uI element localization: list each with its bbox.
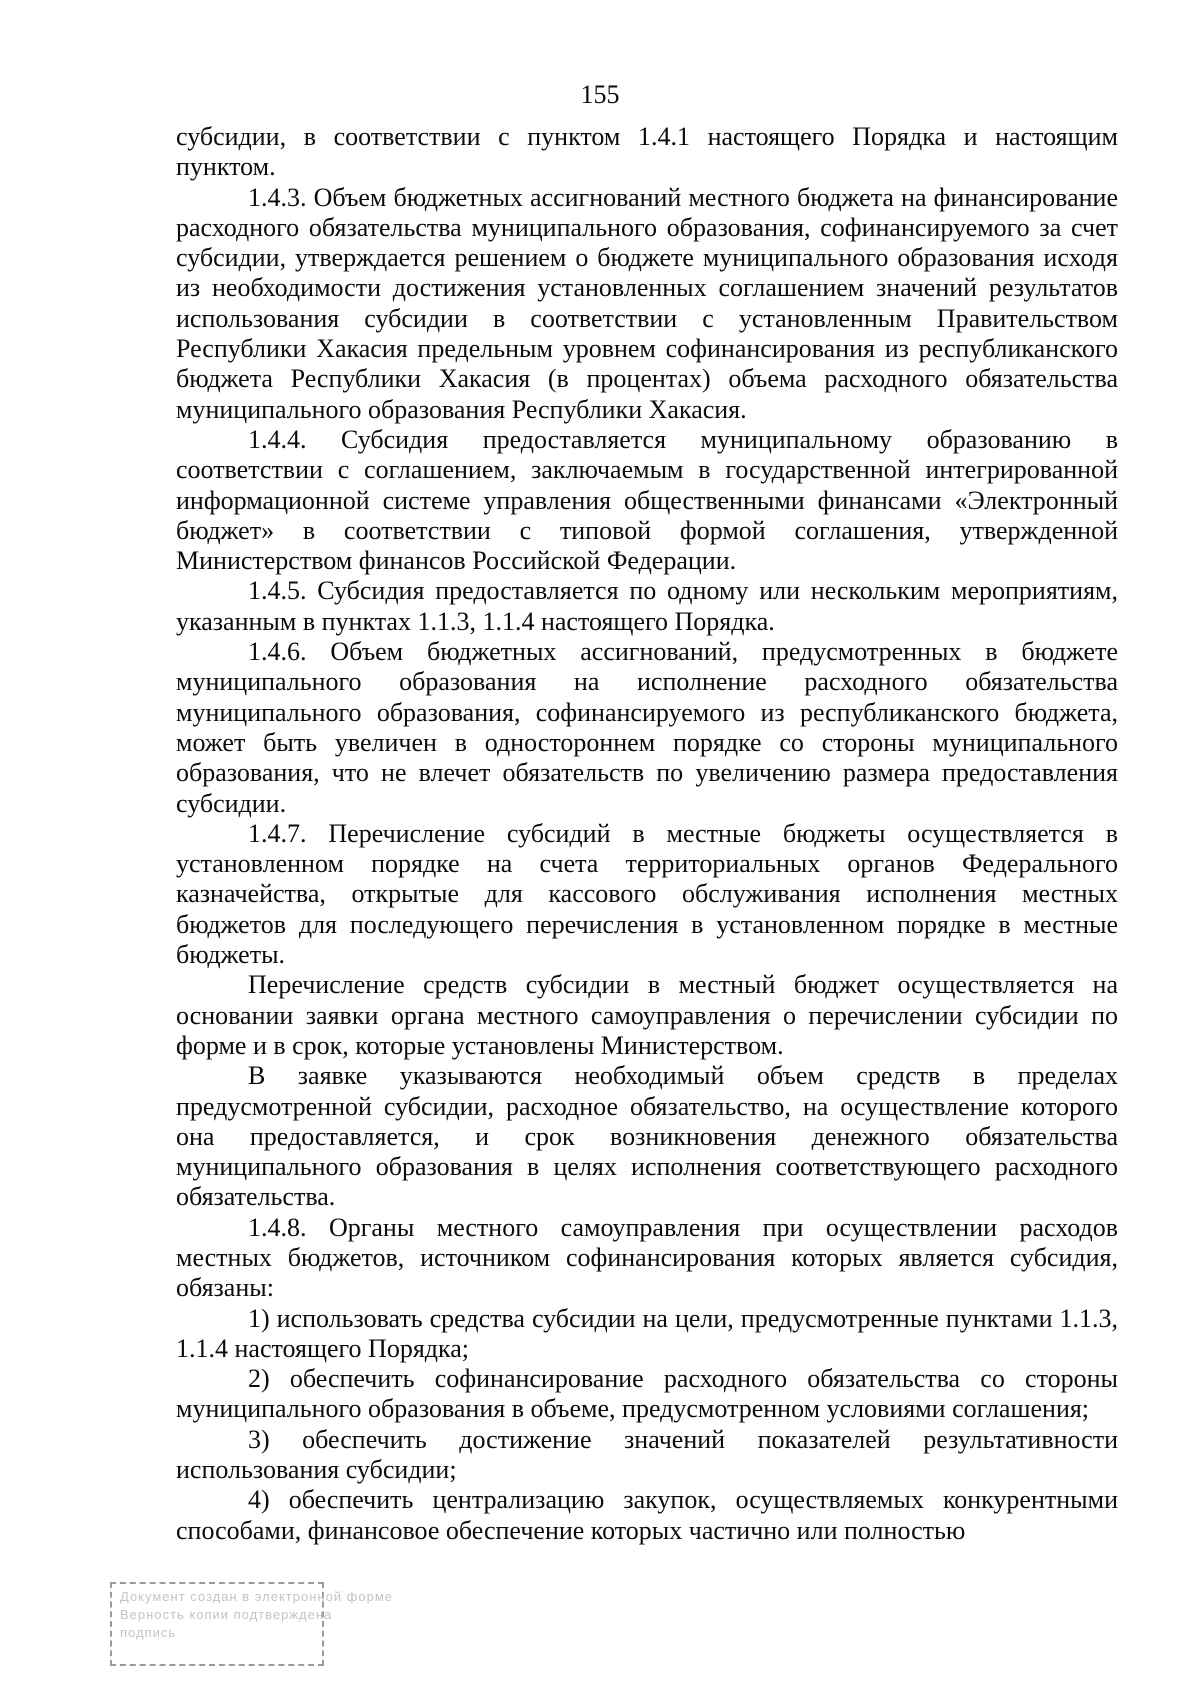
paragraph-1-4-7: 1.4.7. Перечисление субсидий в местные бюджеты осуществляется в установленном порядке на счета территориальных органов Федерального казначейства, открытые для кассового обслуживания исполнения местных бюджетов для последующего перечисления в установленном порядке в местные бюджеты. xyxy=(176,818,1118,970)
faded-stamp xyxy=(110,1582,394,1666)
document-body xyxy=(176,122,1118,1546)
paragraph-1-4-5: 1.4.5. Субсидия предоставляется по одному или нескольким мероприятиям, указанным в пунктах 1.1.3, 1.1.4 настоящего Порядка. xyxy=(176,576,1118,636)
paragraph-1-4-8: 1.4.8. Органы местного самоуправления при осуществлении расходов местных бюджетов, источником софинансирования которых является субсидия, обязаны: xyxy=(176,1212,1118,1303)
list-item-1: 1) использовать средства субсидии на цели, предусмотренные пунктами 1.1.3, 1.1.4 настоящего Порядка; xyxy=(176,1303,1118,1363)
paragraph-application: В заявке указываются необходимый объем средств в пределах предусмотренной субсидии, расходное обязательство, на осуществление которого она предоставляется, и срок возникновения денежного обязательства муниципального образования в целях исполнения соответствующего расходного обязательства. xyxy=(176,1061,1118,1212)
stamp-line: Верность копии подтверждена xyxy=(120,1607,333,1622)
page-number: 155 xyxy=(580,80,620,109)
stamp-line: подпись xyxy=(120,1625,177,1640)
paragraph-continuation: субсидии, в соответствии с пунктом 1.4.1 настоящего Порядка и настоящим пунктом. xyxy=(176,122,1118,182)
paragraph-1-4-4: 1.4.4. Субсидия предоставляется муниципальному образованию в соответствии с соглашением, заключаемым в государственной интегрированной информационной системе управления общественными финансами «Электронный бюджет» в соответствии с типовой формой соглашения, утвержденной Министерством финансов Российской Федерации. xyxy=(176,424,1118,576)
paragraph-transfer-of-funds: Перечисление средств субсидии в местный бюджет осуществляется на основании заявки органа местного самоуправления о перечислении субсидии по форме и в срок, которые установлены Министерством. xyxy=(176,970,1118,1060)
paragraph-1-4-3: 1.4.3. Объем бюджетных ассигнований местного бюджета на финансирование расходного обязательства муниципального образования, софинансируемого за счет субсидии, утверждается решением о бюджете муниципального образования исходя из необходимости достижения установленных соглашением значений результатов использования субсидии в соответствии с установленным Правительством Республики Хакасия предельным уровнем софинансирования из республиканского бюджета Республики Хакасия (в процентах) объема расходного обязательства муниципального образования Республики Хакасия. xyxy=(176,182,1118,424)
list-item-4: 4) обеспечить централизацию закупок, осуществляемых конкурентными способами, финансовое обеспечение которых частично или полностью xyxy=(176,1485,1118,1545)
list-item-2: 2) обеспечить софинансирование расходного обязательства со стороны муниципального образования в объеме, предусмотренном условиями соглашения; xyxy=(176,1364,1118,1424)
paragraph-1-4-6: 1.4.6. Объем бюджетных ассигнований, предусмотренных в бюджете муниципального образования на исполнение расходного обязательства муниципального образования, софинансируемого из республиканского бюджета, может быть увеличен в одностороннем порядке со стороны муниципального образования, что не влечет обязательств по увеличению размера предоставления субсидии. xyxy=(176,637,1118,818)
stamp-line: Документ создан в электронной форме xyxy=(120,1589,394,1604)
list-item-3: 3) обеспечить достижение значений показателей результативности использования субсидии; xyxy=(176,1424,1118,1485)
